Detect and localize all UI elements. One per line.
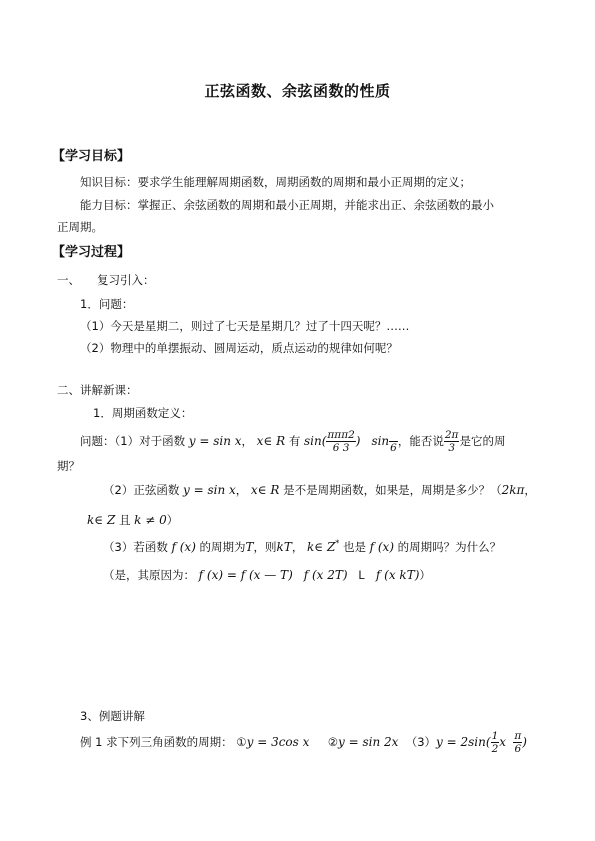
example-item-1-marker: ① (236, 735, 247, 749)
problem-3-text-a: （3）若函数 (103, 540, 168, 554)
problem-1-wrap: 期？ (57, 459, 80, 473)
question-title: 1．问题： (80, 297, 134, 311)
formula-fx-2T: f (x 2T) (303, 568, 348, 582)
formula-kT: kT (276, 540, 292, 554)
sin-close: ) (355, 434, 361, 448)
sin-open: sin( (303, 434, 327, 448)
goal-ability-line1: 能力目标：掌握正、余弦函数的周期和最小正周期，并能求出正、余弦函数的最小 (80, 198, 494, 212)
problem-2-text-a: （2）正弦函数 (103, 483, 180, 497)
question-2: （2）物理中的单摆振动、圆周运动，质点运动的规律如何呢？ (80, 341, 398, 355)
close-paren: ） (166, 513, 179, 527)
section-two-title: 二、讲解新课： (57, 383, 138, 397)
formula-y-sinx: y = sin x (188, 434, 242, 448)
problem-1-text-a: 问题：（1）对于函数 (80, 434, 186, 448)
formula-fx-minus-T: f (x) = f (x — T) (198, 568, 293, 582)
formula-2kpi: 2kπ (501, 483, 525, 497)
formula-T: T (245, 540, 254, 554)
fraction-pi-6: $\frac{\pi}{6}$ (514, 730, 522, 755)
formula-2sin: y = 2sin( (436, 735, 491, 749)
problem-1-text-c: 有 (288, 434, 301, 448)
ellipsis-L: L (358, 570, 365, 582)
page-title: 正弦函数、余弦函数的性质 (204, 82, 391, 100)
example-item-2-marker: ② (327, 735, 338, 749)
problem-2-wrap (87, 512, 178, 528)
problem-3-text-e: 也是 (342, 540, 366, 554)
problem-2-text-c: 是不是周期函数，如果是，周期是多少？（ (283, 483, 502, 497)
domain-x-in-r: x∈ R (256, 434, 286, 448)
k-not-zero: k ≠ 0 (134, 513, 167, 527)
comma: ， (524, 483, 536, 497)
and-text: 且 (118, 513, 131, 527)
fraction-over-6: 6 (389, 429, 398, 454)
problem-1-text-d: ，能否说 (397, 434, 444, 448)
reason-text-a: （是，其原因为： (103, 568, 195, 582)
section-one-number: 一、 (57, 273, 80, 287)
comma: ， (241, 434, 254, 448)
k-in-z-star: k∈ Z* (306, 539, 340, 554)
sin-second: sin (371, 434, 390, 448)
problem-3-text-c: ，则 (253, 540, 277, 554)
fraction-1-2: $\frac{1}{2}$ (491, 730, 499, 755)
process-heading: 【学习过程】 (52, 245, 131, 260)
section-one-title: 复习引入： (97, 273, 155, 287)
formula-fx-2: f (x) (369, 540, 394, 554)
problem-3-line (103, 536, 501, 555)
problem-2-line (103, 482, 536, 498)
comma: ， (291, 540, 304, 554)
period-definition-title: 1．周期函数定义： (93, 406, 193, 420)
formula-sin2x: y = sin 2x (338, 735, 399, 749)
formula-fx: f (x) (171, 540, 196, 554)
comma: ， (235, 483, 248, 497)
example-1-line (80, 728, 527, 756)
formula-x: x (499, 735, 507, 749)
example-item-3-marker: （3） (405, 735, 437, 749)
formula-3cosx: y = 3cos x (246, 735, 310, 749)
goal-ability-line2: 正周期。 (57, 220, 103, 234)
problem-3-text-b: 的周期为 (199, 540, 246, 554)
formula-fx-kT: f (x kT) (375, 568, 420, 582)
problem-3-text-f: 的周期吗？为什么？ (397, 540, 502, 554)
example-1-text: 例 1 求下列三角函数的周期： (80, 735, 233, 749)
question-1: （1）今天是星期二，则过了七天是星期几？过了十四天呢？…… (80, 319, 410, 333)
reason-line (103, 567, 431, 584)
goal-knowledge: 知识目标：要求学生能理解周期函数，周期函数的周期和最小正周期的定义； (80, 175, 471, 189)
section-three-title: 3、例题讲解 (80, 709, 145, 723)
k-in-z: k∈ Z (87, 513, 116, 527)
formula-y-sinx-2: y = sin x (182, 483, 236, 497)
fraction-pi-sum: $\frac{\text{πππ2}}{6 3}$ (327, 429, 355, 454)
reason-close: ） (419, 568, 431, 582)
fraction-2pi-3: $\frac{2\pi}{3}$ (444, 429, 459, 454)
problem-1-text-e: 是它的周 (459, 434, 506, 448)
domain-x-in-r-2: x∈ R (250, 483, 280, 497)
formula-close: ) (522, 735, 527, 749)
problem-1-line (80, 428, 505, 454)
goals-heading: 【学习目标】 (52, 149, 131, 164)
